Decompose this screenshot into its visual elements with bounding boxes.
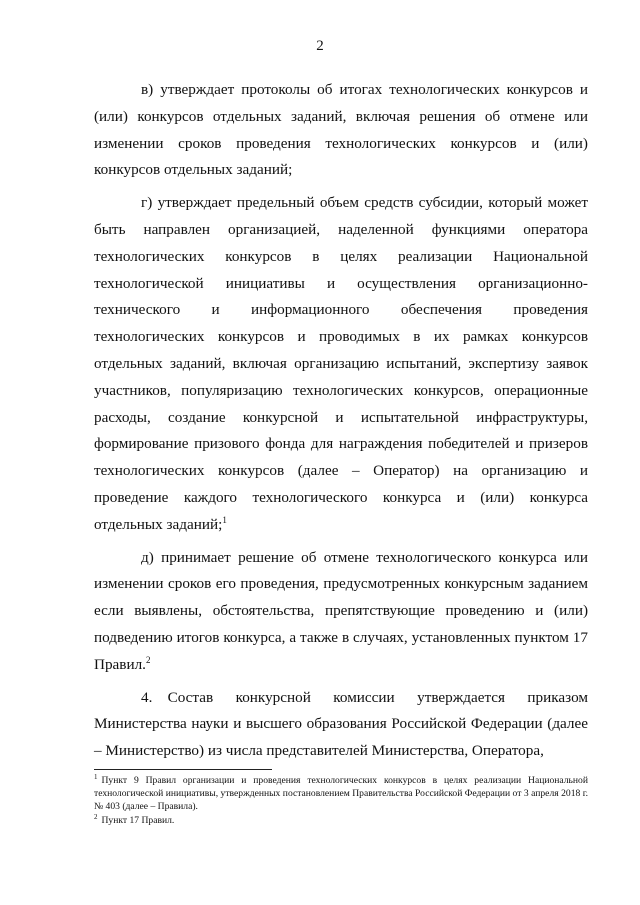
- paragraph-d: [94, 545, 588, 679]
- footnote-1-mark: 1: [94, 773, 98, 781]
- footnote-1-text: Пункт 9 Правил организации и проведения технологических конкурсов в целях реализации Национальной технологической инициативы, утвержденных постановлением Правительства Российской Федерации от 3 апреля 2018 г. № 403 (далее – Правила).: [94, 775, 588, 813]
- footnote-ref-1[interactable]: 1: [222, 514, 227, 525]
- footnote-2: [94, 814, 588, 827]
- footnote-separator: [94, 769, 272, 770]
- footnote-2-text: Пункт 17 Правил.: [101, 814, 175, 826]
- paragraph-d-text: д) принимает решение об отмене технологического конкурса или изменении сроков его проведения, предусмотренных конкурсным заданием если выявлены, обстоятельства, препятствующие проведению и (или) подведению итогов конкурса, а также в случаях, установленных пунктом 17 Правил.: [94, 548, 588, 673]
- paragraph-v: [94, 77, 588, 184]
- document-body: [94, 77, 588, 765]
- footnotes: [94, 774, 588, 827]
- paragraph-4-text: 4. Состав конкурсной комиссии утверждается приказом Министерства науки и высшего образования Российской Федерации (далее – Министерство) из числа представителей Министерства, Оператора,: [94, 688, 588, 760]
- footnote-ref-2[interactable]: 2: [145, 654, 151, 665]
- footnote-1: [94, 774, 588, 814]
- paragraph-g-text: г) утверждает предельный объем средств субсидии, который может быть направлен организацией, наделенной функциями оператора технологических конкурсов в целях реализации Национальной технологической инициативы и осуществления организационно-технического и информационного обеспечения проведения технологических конкурсов и проводимых в их рамках конкурсов отдельных заданий, включая организацию испытаний, экспертизу заявок участников, популяризацию технологических конкурсов, операционные расходы, создание конкурсной и испытательной инфраструктуры, формирование призового фонда для награждения победителей и призеров технологических конкурсов (далее – Оператор) на организацию и проведение каждого технологического конкурса и (или) конкурса отдельных заданий;: [94, 194, 588, 533]
- paragraph-g: [94, 190, 588, 538]
- page-number: 2: [316, 38, 324, 54]
- paragraph-v-text: в) утверждает протоколы об итогах технологических конкурсов и (или) конкурсов отдельных заданий, включая решения об отмене или изменении сроков проведения технологических конкурсов и (или) конкурсов отдельных заданий;: [94, 81, 588, 179]
- footnote-2-mark: 2: [94, 812, 98, 821]
- paragraph-4: [94, 685, 588, 765]
